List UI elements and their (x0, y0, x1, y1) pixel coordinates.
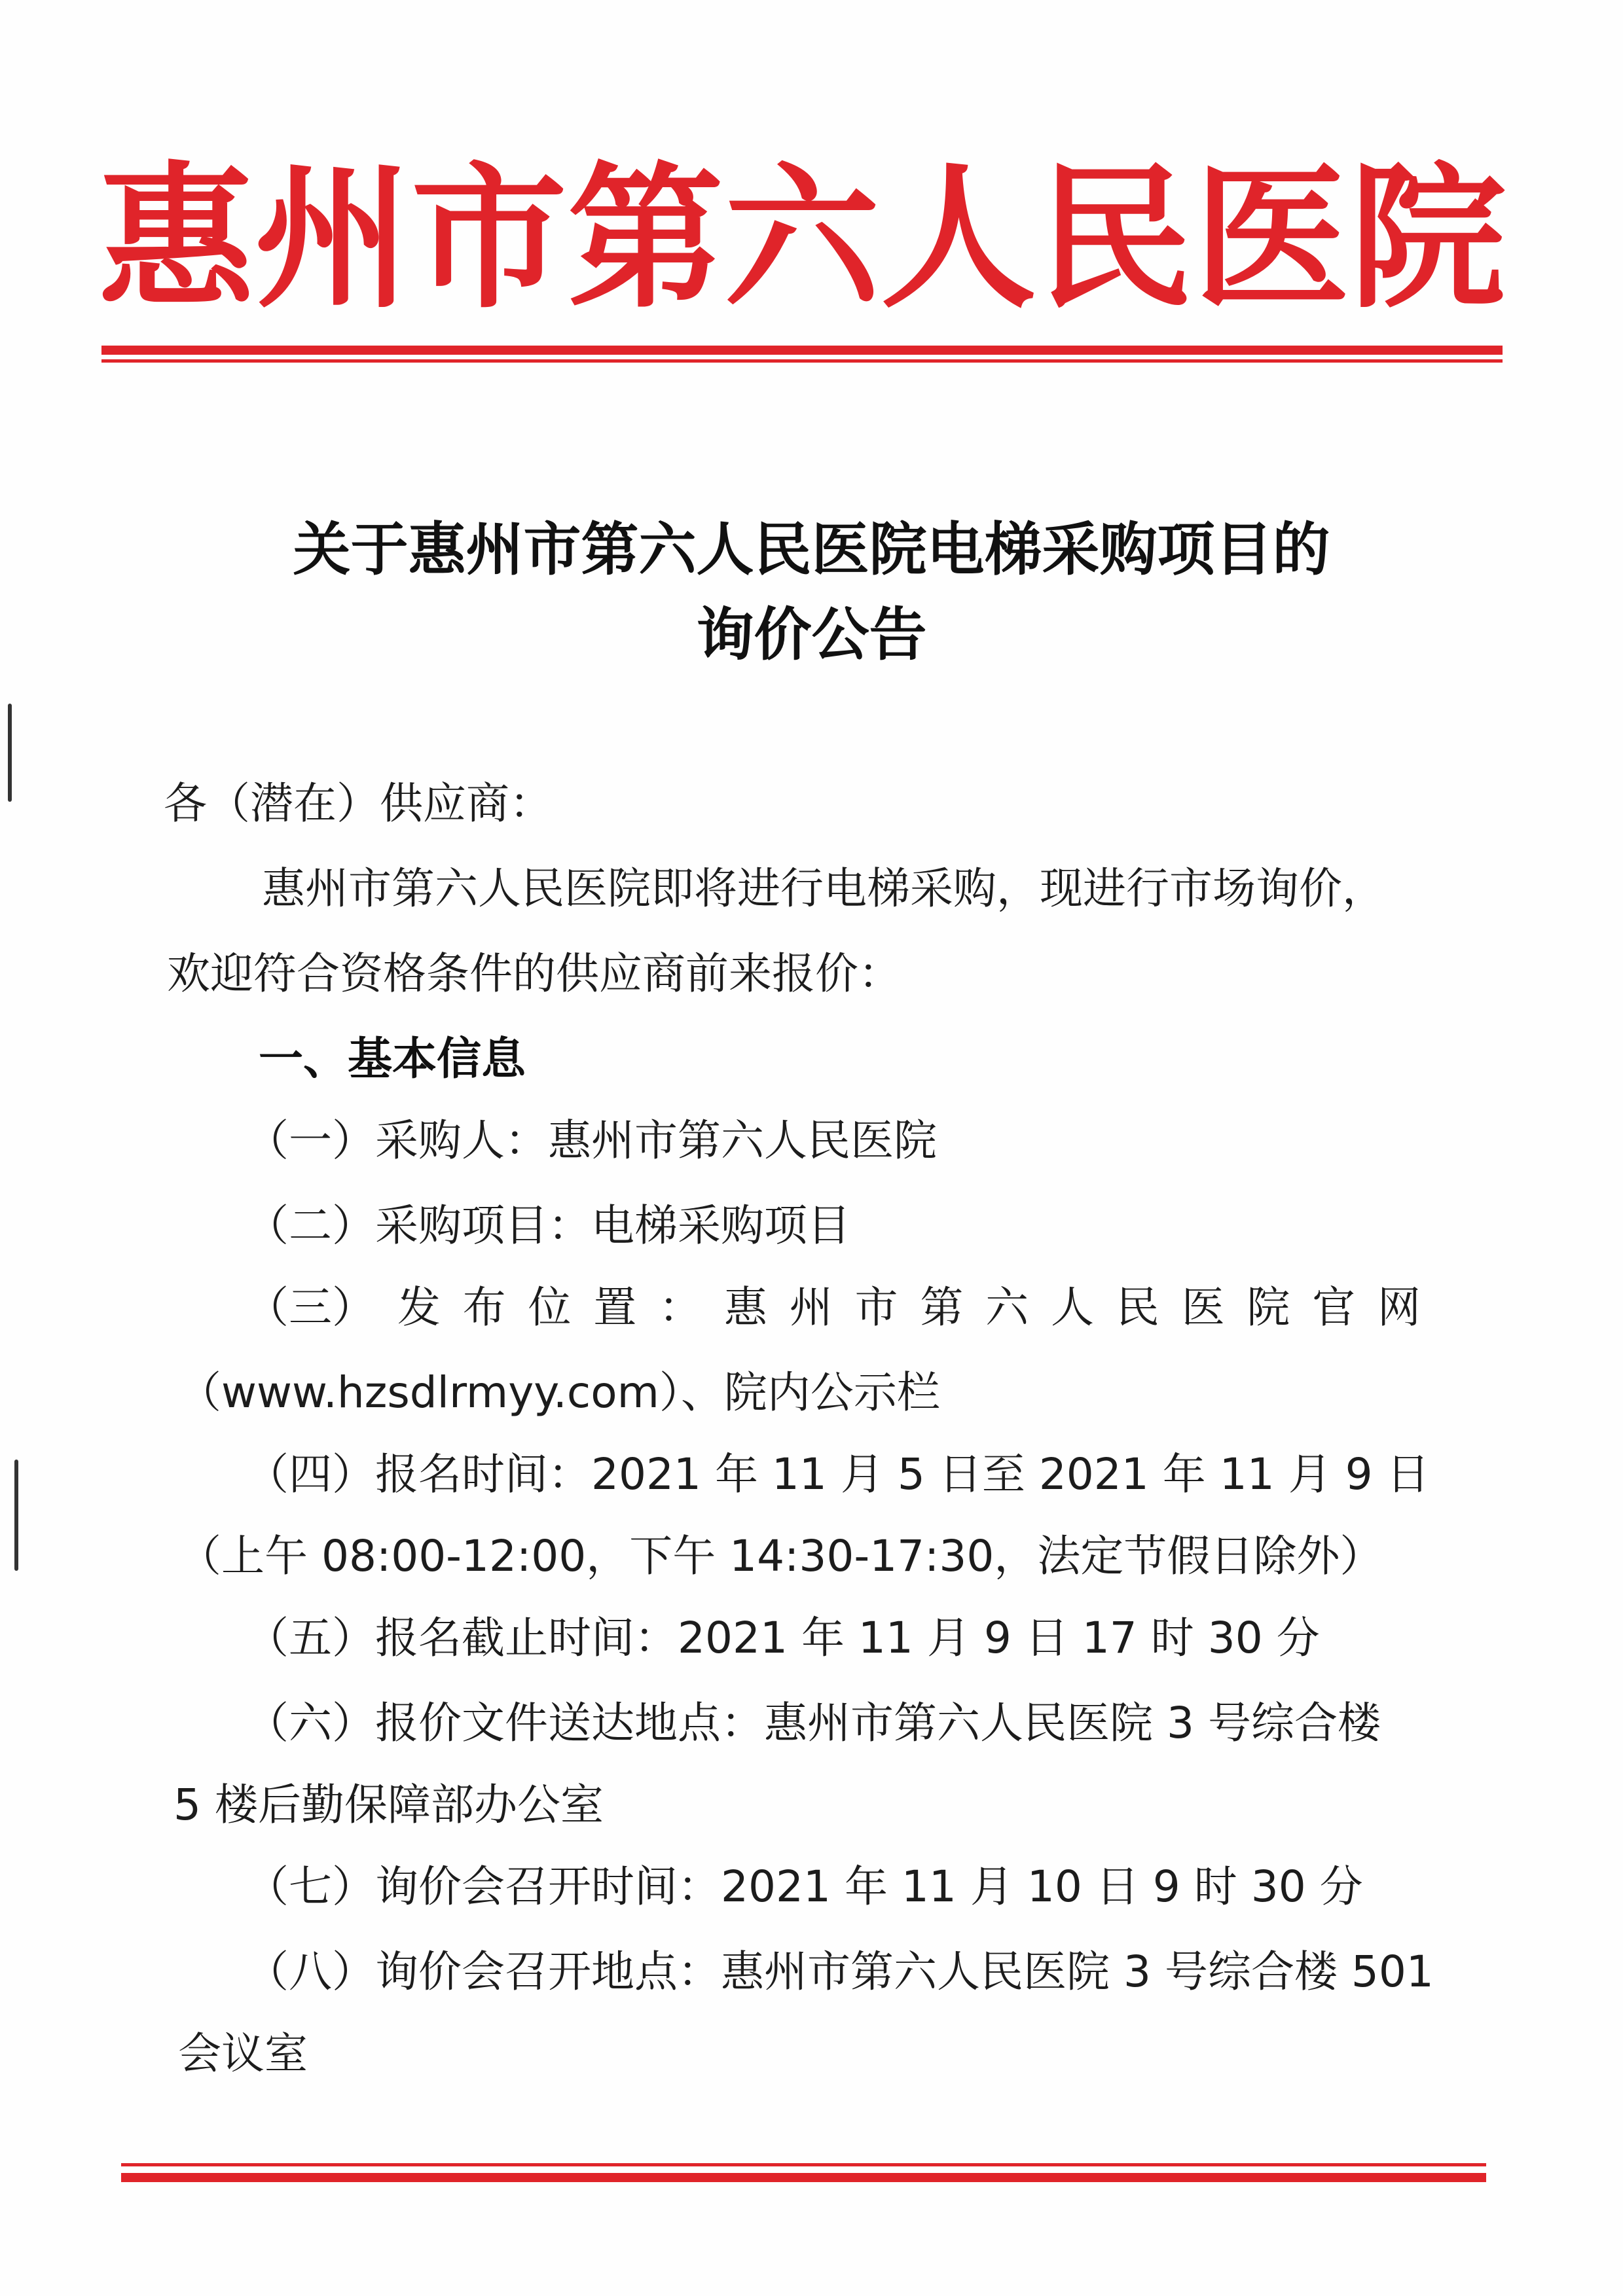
item-publish-location-char: 医 (1181, 1282, 1225, 1333)
item-publish-location-char: 民 (1116, 1282, 1159, 1333)
item-publish-location-char: 第 (920, 1282, 964, 1333)
item-publish-location-char: 惠 (723, 1282, 767, 1333)
letterhead-char: 院 (1350, 147, 1506, 330)
item-publish-location-line-2: （www.hzsdlrmyy.com）、院内公示栏 (178, 1367, 940, 1418)
item-purchaser: （一）采购人：惠州市第六人民医院 (246, 1115, 937, 1166)
item-delivery-location-line-2: 5 楼后勤保障部办公室 (173, 1780, 604, 1830)
footer-rule-thin (121, 2163, 1486, 2166)
item-publish-location-char: 院 (1247, 1282, 1290, 1333)
letterhead-char: 州 (255, 147, 410, 330)
item-publish-location-char: 发 (397, 1282, 441, 1333)
letterhead-char: 六 (724, 147, 880, 330)
item-publish-location-char: ： (659, 1282, 702, 1333)
item-publish-location-char: 布 (462, 1282, 506, 1333)
letterhead-char: 医 (1194, 147, 1349, 330)
item-registration-time: （四）报名时间：2021 年 11 月 5 日至 2021 年 11 月 9 日 (246, 1449, 1430, 1499)
document-title-line-2: 询价公告 (696, 601, 927, 668)
item-registration-deadline: （五）报名截止时间：2021 年 11 月 9 日 17 时 30 分 (246, 1613, 1320, 1663)
item-meeting-location-line-2: 会议室 (178, 2028, 308, 2079)
item-delivery-location: （六）报价文件送达地点：惠州市第六人民医院 3 号综合楼 (246, 1698, 1381, 1748)
item-publish-location-char: 州 (789, 1282, 833, 1333)
letterhead (98, 141, 1506, 337)
item-publish-location (246, 1282, 1421, 1333)
letterhead-char: 民 (1037, 147, 1193, 330)
footer-rule-thick (121, 2173, 1486, 2182)
item-publish-location-char: 置 (593, 1282, 637, 1333)
letterhead-rule-thick (101, 346, 1503, 355)
intro-line-2: 欢迎符合资格条件的供应商前来报价： (167, 948, 902, 999)
item-publish-location-char: 六 (985, 1282, 1029, 1333)
item-registration-time-line-2: （上午 08:00-12:00，下午 14:30-17:30，法定节假日除外） (178, 1531, 1383, 1581)
item-publish-location-char: （三） (246, 1282, 375, 1333)
item-publish-location-char: 位 (528, 1282, 572, 1333)
binder-hole-mark (8, 704, 12, 802)
section-heading-basic-info: 一、基本信息 (259, 1033, 526, 1085)
item-publish-location-char: 官 (1312, 1282, 1356, 1333)
item-publish-location-char: 网 (1377, 1282, 1421, 1333)
item-meeting-location: （八）询价会召开地点：惠州市第六人民医院 3 号综合楼 501 (246, 1946, 1434, 1997)
item-publish-location-char: 人 (1050, 1282, 1094, 1333)
letterhead-char: 市 (411, 147, 567, 330)
letterhead-char: 惠 (98, 147, 254, 330)
letterhead-rule-thin (101, 359, 1503, 363)
letterhead-char: 第 (568, 147, 723, 330)
item-publish-location-char: 市 (854, 1282, 898, 1333)
intro-line-1: 惠州市第六人民医院即将进行电梯采购，现进行市场询价， (262, 863, 1385, 914)
binder-hole-mark (14, 1460, 18, 1571)
item-meeting-time: （七）询价会召开时间：2021 年 11 月 10 日 9 时 30 分 (246, 1861, 1363, 1912)
item-project: （二）采购项目：电梯采购项目 (246, 1200, 850, 1251)
document-title-line-1: 关于惠州市第六人民医院电梯采购项目的 (293, 516, 1330, 583)
letterhead-char: 人 (881, 147, 1036, 330)
salutation: 各（潜在）供应商： (164, 778, 553, 829)
